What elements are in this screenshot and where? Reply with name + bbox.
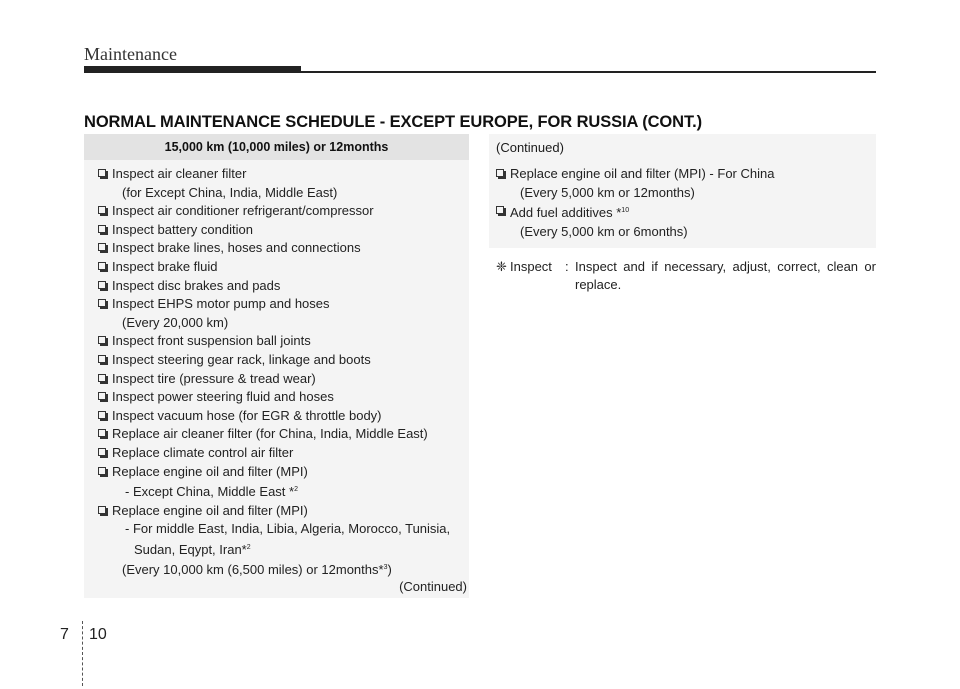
checklist-subline: (Every 10,000 km (6,500 miles) or 12months*$^3$) — [122, 562, 392, 578]
header-section-title: Maintenance — [84, 44, 177, 64]
chapter-number: 7 — [60, 626, 69, 643]
header-rule-thick — [84, 66, 301, 73]
checklist-subline: - For middle East, India, Libia, Algeria, Morocco, Tunisia, — [125, 521, 451, 537]
checkbox-icon — [98, 169, 106, 177]
checkbox-icon — [98, 225, 106, 233]
checkbox-icon — [98, 411, 106, 419]
checklist-item: Inspect brake fluid — [98, 258, 469, 277]
footnote-marker: 2 — [294, 486, 298, 494]
checklist-item: Inspect air conditioner refrigerant/compressor — [98, 202, 469, 221]
footnote-marker: 10 — [621, 207, 630, 215]
checkbox-icon — [98, 392, 106, 400]
checklist-item: Inspect EHPS motor pump and hoses — [98, 295, 469, 314]
checklist-subline: (Every 5,000 km or 12months) — [520, 184, 695, 200]
header-rule-thin — [301, 71, 876, 73]
note-symbol-icon: ❈ — [496, 259, 507, 274]
footnote-marker: 3 — [383, 564, 388, 572]
checkbox-icon — [98, 429, 106, 437]
checklist-item: Inspect air cleaner filter — [98, 165, 469, 184]
checklist-item: Replace engine oil and filter (MPI) - For China — [496, 165, 876, 184]
checkbox-icon — [496, 206, 504, 214]
footnote-marker: 2 — [246, 543, 251, 551]
checklist — [84, 160, 469, 580]
checklist-subline: - Except China, Middle East *$^2$ — [125, 484, 298, 500]
checklist-item: Inspect disc brakes and pads — [98, 277, 469, 296]
checkbox-icon — [98, 281, 106, 289]
checklist-item: Inspect power steering fluid and hoses — [98, 388, 469, 407]
checklist-subline: (for Except China, India, Middle East) — [122, 184, 338, 200]
checkbox-icon — [98, 206, 106, 214]
continued-label: (Continued) — [496, 140, 564, 155]
checklist-item: Add fuel additives *$^{10}$ — [496, 202, 876, 223]
checkbox-icon — [496, 169, 504, 177]
note-text: Inspect and if necessary, adjust, correct, clean or replace. — [575, 259, 876, 292]
checkbox-icon — [98, 374, 106, 382]
checklist-item: Replace engine oil and filter (MPI) — [98, 502, 469, 521]
checklist-subline: (Every 20,000 km) — [122, 314, 229, 330]
interval-heading: 15,000 km (10,000 miles) or 12months — [84, 134, 469, 160]
checklist-item: Inspect steering gear rack, linkage and boots — [98, 351, 469, 370]
page-number-divider — [82, 621, 83, 686]
checkbox-icon — [98, 467, 106, 475]
schedule-panel-right — [489, 134, 876, 248]
checklist-item: Replace engine oil and filter (MPI) — [98, 463, 469, 482]
checklist-subline: (Every 5,000 km or 6months) — [520, 223, 688, 239]
page-title: NORMAL MAINTENANCE SCHEDULE - EXCEPT EUROPE, FOR RUSSIA (CONT.) — [84, 113, 702, 131]
note-label: Inspect — [510, 259, 552, 274]
inspect-note — [496, 258, 876, 294]
checklist-item: Inspect vacuum hose (for EGR & throttle body) — [98, 407, 469, 426]
note-colon: : — [565, 259, 569, 274]
checkbox-icon — [98, 506, 106, 514]
checkbox-icon — [98, 243, 106, 251]
checklist-item: Inspect battery condition — [98, 221, 469, 240]
checklist-item: Inspect front suspension ball joints — [98, 332, 469, 351]
checkbox-icon — [98, 262, 106, 270]
checklist-item: Inspect tire (pressure & tread wear) — [98, 370, 469, 389]
checklist-item: Replace climate control air filter — [98, 444, 469, 463]
checkbox-icon — [98, 299, 106, 307]
checkbox-icon — [98, 336, 106, 344]
checklist-item: Inspect brake lines, hoses and connections — [98, 239, 469, 258]
checklist-item: Replace air cleaner filter (for China, India, Middle East) — [98, 425, 469, 444]
checkbox-icon — [98, 355, 106, 363]
checklist — [489, 157, 876, 241]
checklist-subline: Sudan, Eqypt, Iran*$^2$ — [134, 541, 251, 557]
schedule-panel-left — [84, 134, 469, 598]
page-number: 10 — [89, 626, 107, 643]
checkbox-icon — [98, 448, 106, 456]
continued-label: (Continued) — [399, 579, 467, 594]
